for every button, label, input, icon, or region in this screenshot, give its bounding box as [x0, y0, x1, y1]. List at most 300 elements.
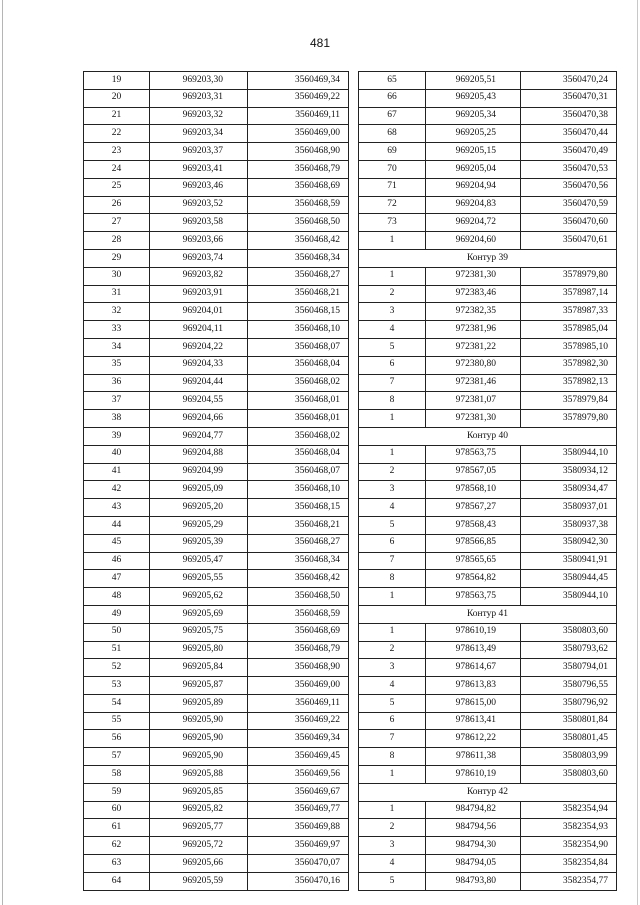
- y-coordinate-cell: 3582354,90: [521, 837, 617, 855]
- table-row: [359, 410, 617, 428]
- point-number-cell: 8: [359, 570, 426, 588]
- coordinates-table-left: [83, 71, 349, 891]
- x-coordinate-cell: 978613,83: [426, 677, 521, 695]
- point-number-cell: 26: [84, 196, 150, 214]
- table-row: [84, 712, 349, 730]
- x-coordinate-cell: 969205,84: [150, 659, 248, 677]
- y-coordinate-cell: 3560468,07: [248, 463, 349, 481]
- x-coordinate-cell: 978610,19: [426, 766, 521, 784]
- point-number-cell: 37: [84, 392, 150, 410]
- point-number-cell: 58: [84, 766, 150, 784]
- x-coordinate-cell: 969205,29: [150, 516, 248, 534]
- point-number-cell: 67: [359, 107, 426, 125]
- y-coordinate-cell: 3560470,56: [521, 178, 617, 196]
- point-number-cell: 57: [84, 748, 150, 766]
- point-number-cell: 3: [359, 659, 426, 677]
- x-coordinate-cell: 969204,01: [150, 303, 248, 321]
- table-row: [359, 178, 617, 196]
- point-number-cell: 6: [359, 356, 426, 374]
- y-coordinate-cell: 3560470,61: [521, 232, 617, 250]
- y-coordinate-cell: 3580796,92: [521, 694, 617, 712]
- x-coordinate-cell: 969205,69: [150, 605, 248, 623]
- point-number-cell: 39: [84, 427, 150, 445]
- x-coordinate-cell: 978567,27: [426, 499, 521, 517]
- table-row: [84, 392, 349, 410]
- y-coordinate-cell: 3578987,33: [521, 303, 617, 321]
- table-row: [84, 107, 349, 125]
- x-coordinate-cell: 972381,46: [426, 374, 521, 392]
- x-coordinate-cell: 969205,77: [150, 819, 248, 837]
- point-number-cell: 4: [359, 499, 426, 517]
- y-coordinate-cell: 3560468,79: [248, 160, 349, 178]
- y-coordinate-cell: 3580944,45: [521, 570, 617, 588]
- y-coordinate-cell: 3560469,45: [248, 748, 349, 766]
- y-coordinate-cell: 3560468,04: [248, 445, 349, 463]
- point-number-cell: 31: [84, 285, 150, 303]
- y-coordinate-cell: 3580942,30: [521, 534, 617, 552]
- point-number-cell: 5: [359, 694, 426, 712]
- point-number-cell: 49: [84, 605, 150, 623]
- table-row: [84, 588, 349, 606]
- table-row: [359, 160, 617, 178]
- y-coordinate-cell: 3560468,02: [248, 374, 349, 392]
- table-row: [84, 872, 349, 890]
- table-row: [84, 267, 349, 285]
- table-row: [359, 659, 617, 677]
- y-coordinate-cell: 3578982,13: [521, 374, 617, 392]
- table-row: [359, 552, 617, 570]
- contour-label: Контур 42: [359, 783, 617, 801]
- point-number-cell: 35: [84, 356, 150, 374]
- x-coordinate-cell: 969203,34: [150, 125, 248, 143]
- x-coordinate-cell: 969204,72: [426, 214, 521, 232]
- table-row: [84, 374, 349, 392]
- y-coordinate-cell: 3560468,59: [248, 196, 349, 214]
- y-coordinate-cell: 3580937,38: [521, 516, 617, 534]
- x-coordinate-cell: 984793,80: [426, 872, 521, 890]
- y-coordinate-cell: 3582354,94: [521, 801, 617, 819]
- y-coordinate-cell: 3560470,07: [248, 855, 349, 873]
- table-row: [84, 766, 349, 784]
- y-coordinate-cell: 3560468,42: [248, 232, 349, 250]
- x-coordinate-cell: 969204,33: [150, 356, 248, 374]
- y-coordinate-cell: 3560469,67: [248, 783, 349, 801]
- contour-label: Контур 39: [359, 249, 617, 267]
- point-number-cell: 47: [84, 570, 150, 588]
- point-number-cell: 6: [359, 712, 426, 730]
- x-coordinate-cell: 969205,55: [150, 570, 248, 588]
- x-coordinate-cell: 969205,88: [150, 766, 248, 784]
- point-number-cell: 30: [84, 267, 150, 285]
- point-number-cell: 64: [84, 872, 150, 890]
- y-coordinate-cell: 3580793,62: [521, 641, 617, 659]
- contour-label: Контур 41: [359, 605, 617, 623]
- y-coordinate-cell: 3560468,27: [248, 267, 349, 285]
- y-coordinate-cell: 3578982,30: [521, 356, 617, 374]
- y-coordinate-cell: 3560469,22: [248, 89, 349, 107]
- table-row: [359, 694, 617, 712]
- y-coordinate-cell: 3560468,34: [248, 249, 349, 267]
- point-number-cell: 1: [359, 267, 426, 285]
- table-row: [84, 445, 349, 463]
- point-number-cell: 4: [359, 321, 426, 339]
- x-coordinate-cell: 969203,32: [150, 107, 248, 125]
- x-coordinate-cell: 984794,05: [426, 855, 521, 873]
- x-coordinate-cell: 969203,46: [150, 178, 248, 196]
- point-number-cell: 70: [359, 160, 426, 178]
- table-row: [84, 516, 349, 534]
- y-coordinate-cell: 3560469,11: [248, 694, 349, 712]
- table-row: [84, 855, 349, 873]
- y-coordinate-cell: 3580803,60: [521, 766, 617, 784]
- x-coordinate-cell: 978565,65: [426, 552, 521, 570]
- y-coordinate-cell: 3580796,55: [521, 677, 617, 695]
- y-coordinate-cell: 3580794,01: [521, 659, 617, 677]
- scan-edge-left: [2, 0, 3, 905]
- contour-label: Контур 40: [359, 427, 617, 445]
- contour-header-row: [359, 605, 617, 623]
- coordinates-table-right: [358, 71, 617, 891]
- y-coordinate-cell: 3560469,22: [248, 712, 349, 730]
- x-coordinate-cell: 969204,11: [150, 321, 248, 339]
- y-coordinate-cell: 3580944,10: [521, 445, 617, 463]
- y-coordinate-cell: 3560468,01: [248, 392, 349, 410]
- y-coordinate-cell: 3560470,53: [521, 160, 617, 178]
- x-coordinate-cell: 969205,25: [426, 125, 521, 143]
- table-row: [359, 748, 617, 766]
- x-coordinate-cell: 978564,82: [426, 570, 521, 588]
- table-row: [359, 712, 617, 730]
- point-number-cell: 34: [84, 338, 150, 356]
- x-coordinate-cell: 972382,35: [426, 303, 521, 321]
- x-coordinate-cell: 969204,22: [150, 338, 248, 356]
- table-row: [359, 766, 617, 784]
- table-row: [359, 267, 617, 285]
- y-coordinate-cell: 3560468,69: [248, 178, 349, 196]
- point-number-cell: 56: [84, 730, 150, 748]
- point-number-cell: 40: [84, 445, 150, 463]
- y-coordinate-cell: 3580803,99: [521, 748, 617, 766]
- table-row: [359, 321, 617, 339]
- x-coordinate-cell: 969203,74: [150, 249, 248, 267]
- point-number-cell: 7: [359, 552, 426, 570]
- table-row: [359, 730, 617, 748]
- table-row: [84, 677, 349, 695]
- y-coordinate-cell: 3560468,90: [248, 659, 349, 677]
- y-coordinate-cell: 3560468,90: [248, 143, 349, 161]
- point-number-cell: 38: [84, 410, 150, 428]
- point-number-cell: 2: [359, 641, 426, 659]
- point-number-cell: 73: [359, 214, 426, 232]
- point-number-cell: 4: [359, 855, 426, 873]
- point-number-cell: 19: [84, 72, 150, 90]
- table-row: [359, 214, 617, 232]
- table-row: [359, 107, 617, 125]
- y-coordinate-cell: 3580944,10: [521, 588, 617, 606]
- point-number-cell: 3: [359, 481, 426, 499]
- point-number-cell: 7: [359, 374, 426, 392]
- point-number-cell: 62: [84, 837, 150, 855]
- x-coordinate-cell: 978612,22: [426, 730, 521, 748]
- point-number-cell: 8: [359, 748, 426, 766]
- x-coordinate-cell: 969203,30: [150, 72, 248, 90]
- x-coordinate-cell: 969204,77: [150, 427, 248, 445]
- y-coordinate-cell: 3560468,15: [248, 499, 349, 517]
- y-coordinate-cell: 3560468,50: [248, 588, 349, 606]
- y-coordinate-cell: 3578987,14: [521, 285, 617, 303]
- point-number-cell: 22: [84, 125, 150, 143]
- table-row: [359, 855, 617, 873]
- table-row: [359, 516, 617, 534]
- y-coordinate-cell: 3560469,34: [248, 730, 349, 748]
- point-number-cell: 50: [84, 623, 150, 641]
- point-number-cell: 51: [84, 641, 150, 659]
- table-row: [84, 125, 349, 143]
- x-coordinate-cell: 969205,89: [150, 694, 248, 712]
- y-coordinate-cell: 3582354,84: [521, 855, 617, 873]
- x-coordinate-cell: 984794,30: [426, 837, 521, 855]
- y-coordinate-cell: 3560470,38: [521, 107, 617, 125]
- x-coordinate-cell: 969205,15: [426, 143, 521, 161]
- table-row: [84, 801, 349, 819]
- table-row: [359, 534, 617, 552]
- table-row: [359, 143, 617, 161]
- point-number-cell: 48: [84, 588, 150, 606]
- point-number-cell: 42: [84, 481, 150, 499]
- x-coordinate-cell: 969204,66: [150, 410, 248, 428]
- table-row: [359, 196, 617, 214]
- table-row: [359, 356, 617, 374]
- point-number-cell: 1: [359, 232, 426, 250]
- y-coordinate-cell: 3560468,15: [248, 303, 349, 321]
- x-coordinate-cell: 969203,82: [150, 267, 248, 285]
- x-coordinate-cell: 969204,60: [426, 232, 521, 250]
- page-number: 481: [309, 36, 331, 50]
- x-coordinate-cell: 969205,66: [150, 855, 248, 873]
- x-coordinate-cell: 969203,66: [150, 232, 248, 250]
- y-coordinate-cell: 3580803,60: [521, 623, 617, 641]
- x-coordinate-cell: 978615,00: [426, 694, 521, 712]
- x-coordinate-cell: 969205,90: [150, 730, 248, 748]
- x-coordinate-cell: 969204,94: [426, 178, 521, 196]
- table-row: [84, 303, 349, 321]
- table-row: [84, 570, 349, 588]
- x-coordinate-cell: 978611,38: [426, 748, 521, 766]
- x-coordinate-cell: 969203,52: [150, 196, 248, 214]
- table-row: [84, 819, 349, 837]
- x-coordinate-cell: 972381,22: [426, 338, 521, 356]
- x-coordinate-cell: 978610,19: [426, 623, 521, 641]
- point-number-cell: 59: [84, 783, 150, 801]
- x-coordinate-cell: 969205,90: [150, 712, 248, 730]
- y-coordinate-cell: 3560470,16: [248, 872, 349, 890]
- table-row: [84, 178, 349, 196]
- x-coordinate-cell: 969205,47: [150, 552, 248, 570]
- table-row: [359, 445, 617, 463]
- point-number-cell: 1: [359, 623, 426, 641]
- point-number-cell: 1: [359, 410, 426, 428]
- y-coordinate-cell: 3560469,34: [248, 72, 349, 90]
- y-coordinate-cell: 3582354,77: [521, 872, 617, 890]
- point-number-cell: 36: [84, 374, 150, 392]
- point-number-cell: 43: [84, 499, 150, 517]
- y-coordinate-cell: 3560470,60: [521, 214, 617, 232]
- table-row: [359, 72, 617, 90]
- point-number-cell: 2: [359, 285, 426, 303]
- x-coordinate-cell: 984794,82: [426, 801, 521, 819]
- table-row: [84, 410, 349, 428]
- table-row: [84, 356, 349, 374]
- point-number-cell: 65: [359, 72, 426, 90]
- y-coordinate-cell: 3560469,00: [248, 125, 349, 143]
- y-coordinate-cell: 3578979,80: [521, 267, 617, 285]
- x-coordinate-cell: 969205,39: [150, 534, 248, 552]
- x-coordinate-cell: 969204,44: [150, 374, 248, 392]
- y-coordinate-cell: 3560469,56: [248, 766, 349, 784]
- table-row: [359, 285, 617, 303]
- y-coordinate-cell: 3580801,84: [521, 712, 617, 730]
- table-row: [84, 748, 349, 766]
- x-coordinate-cell: 978613,41: [426, 712, 521, 730]
- x-coordinate-cell: 969205,80: [150, 641, 248, 659]
- point-number-cell: 46: [84, 552, 150, 570]
- table-row: [84, 321, 349, 339]
- table-row: [359, 570, 617, 588]
- table-row: [359, 801, 617, 819]
- table-row: [84, 463, 349, 481]
- table-row: [84, 837, 349, 855]
- table-row: [84, 160, 349, 178]
- x-coordinate-cell: 969205,34: [426, 107, 521, 125]
- point-number-cell: 28: [84, 232, 150, 250]
- y-coordinate-cell: 3560468,50: [248, 214, 349, 232]
- table-row: [84, 72, 349, 90]
- table-row: [359, 125, 617, 143]
- point-number-cell: 44: [84, 516, 150, 534]
- x-coordinate-cell: 972381,30: [426, 410, 521, 428]
- table-row: [84, 427, 349, 445]
- y-coordinate-cell: 3560470,24: [521, 72, 617, 90]
- point-number-cell: 68: [359, 125, 426, 143]
- point-number-cell: 4: [359, 677, 426, 695]
- y-coordinate-cell: 3560469,77: [248, 801, 349, 819]
- y-coordinate-cell: 3578979,84: [521, 392, 617, 410]
- point-number-cell: 53: [84, 677, 150, 695]
- y-coordinate-cell: 3560470,59: [521, 196, 617, 214]
- y-coordinate-cell: 3578979,80: [521, 410, 617, 428]
- y-coordinate-cell: 3580934,47: [521, 481, 617, 499]
- y-coordinate-cell: 3560468,07: [248, 338, 349, 356]
- table-row: [84, 249, 349, 267]
- x-coordinate-cell: 972380,80: [426, 356, 521, 374]
- x-coordinate-cell: 969203,37: [150, 143, 248, 161]
- x-coordinate-cell: 969205,62: [150, 588, 248, 606]
- table-row: [84, 623, 349, 641]
- point-number-cell: 21: [84, 107, 150, 125]
- table-row: [359, 89, 617, 107]
- table-row: [84, 89, 349, 107]
- point-number-cell: 8: [359, 392, 426, 410]
- point-number-cell: 1: [359, 801, 426, 819]
- point-number-cell: 71: [359, 178, 426, 196]
- table-row: [359, 374, 617, 392]
- table-row: [359, 677, 617, 695]
- table-row: [84, 730, 349, 748]
- y-coordinate-cell: 3580934,12: [521, 463, 617, 481]
- table-row: [84, 641, 349, 659]
- table-body: [84, 72, 349, 891]
- x-coordinate-cell: 978614,67: [426, 659, 521, 677]
- x-coordinate-cell: 978567,05: [426, 463, 521, 481]
- point-number-cell: 66: [359, 89, 426, 107]
- y-coordinate-cell: 3560468,69: [248, 623, 349, 641]
- point-number-cell: 5: [359, 516, 426, 534]
- point-number-cell: 63: [84, 855, 150, 873]
- point-number-cell: 54: [84, 694, 150, 712]
- table-row: [84, 481, 349, 499]
- x-coordinate-cell: 969205,04: [426, 160, 521, 178]
- y-coordinate-cell: 3560468,02: [248, 427, 349, 445]
- table-row: [359, 499, 617, 517]
- table-row: [84, 659, 349, 677]
- point-number-cell: 61: [84, 819, 150, 837]
- x-coordinate-cell: 969205,09: [150, 481, 248, 499]
- table-row: [84, 552, 349, 570]
- x-coordinate-cell: 969205,75: [150, 623, 248, 641]
- x-coordinate-cell: 978568,10: [426, 481, 521, 499]
- y-coordinate-cell: 3580941,91: [521, 552, 617, 570]
- point-number-cell: 6: [359, 534, 426, 552]
- point-number-cell: 27: [84, 214, 150, 232]
- y-coordinate-cell: 3560470,31: [521, 89, 617, 107]
- point-number-cell: 7: [359, 730, 426, 748]
- y-coordinate-cell: 3560468,34: [248, 552, 349, 570]
- y-coordinate-cell: 3560468,42: [248, 570, 349, 588]
- table-row: [359, 588, 617, 606]
- table-row: [359, 303, 617, 321]
- y-coordinate-cell: 3578985,10: [521, 338, 617, 356]
- point-number-cell: 25: [84, 178, 150, 196]
- y-coordinate-cell: 3560469,11: [248, 107, 349, 125]
- y-coordinate-cell: 3560470,44: [521, 125, 617, 143]
- x-coordinate-cell: 969205,20: [150, 499, 248, 517]
- x-coordinate-cell: 978563,75: [426, 445, 521, 463]
- table-row: [84, 499, 349, 517]
- table-row: [359, 641, 617, 659]
- y-coordinate-cell: 3560468,04: [248, 356, 349, 374]
- x-coordinate-cell: 969205,87: [150, 677, 248, 695]
- table-body: [359, 72, 617, 891]
- point-number-cell: 45: [84, 534, 150, 552]
- point-number-cell: 52: [84, 659, 150, 677]
- y-coordinate-cell: 3582354,93: [521, 819, 617, 837]
- point-number-cell: 3: [359, 303, 426, 321]
- table-row: [84, 605, 349, 623]
- point-number-cell: 20: [84, 89, 150, 107]
- point-number-cell: 3: [359, 837, 426, 855]
- point-number-cell: 5: [359, 338, 426, 356]
- x-coordinate-cell: 984794,56: [426, 819, 521, 837]
- table-row: [359, 623, 617, 641]
- x-coordinate-cell: 978613,49: [426, 641, 521, 659]
- y-coordinate-cell: 3560468,10: [248, 481, 349, 499]
- table-row: [359, 481, 617, 499]
- point-number-cell: 32: [84, 303, 150, 321]
- y-coordinate-cell: 3560468,10: [248, 321, 349, 339]
- point-number-cell: 55: [84, 712, 150, 730]
- x-coordinate-cell: 969204,88: [150, 445, 248, 463]
- x-coordinate-cell: 972383,46: [426, 285, 521, 303]
